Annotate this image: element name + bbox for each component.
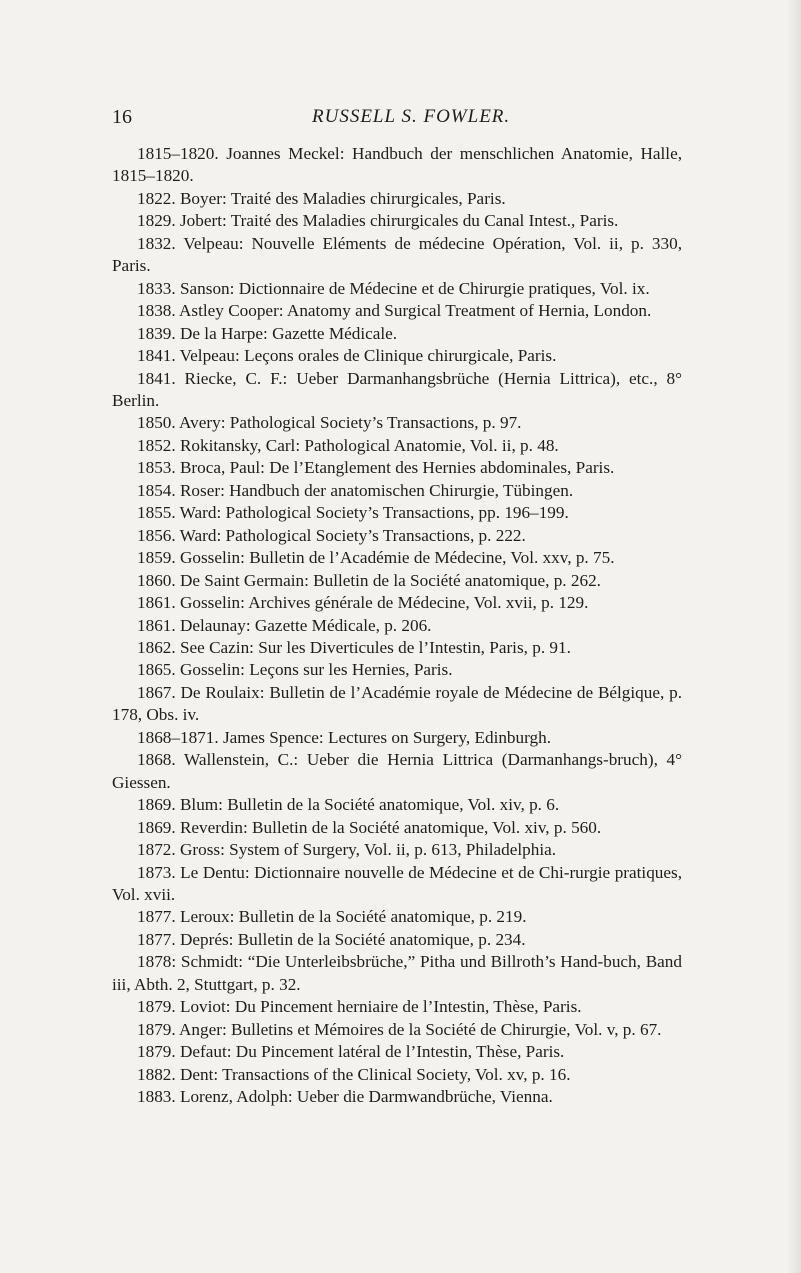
bibliography-entry: 1882. Dent: Transactions of the Clinical Society, Vol. xv, p. 16. [137, 1064, 571, 1084]
running-head [112, 106, 682, 130]
bibliography-entry: 1841. Velpeau: Leçons orales de Clinique chirurgicale, Paris. [137, 346, 557, 366]
bibliography-entry: 1859. Gosselin: Bulletin de l’Académie de Médecine, Vol. xxv, p. 75. [137, 548, 615, 568]
bibliography-entry: 1833. Sanson: Dictionnaire de Médecine et de Chirurgie pratiques, Vol. ix. [137, 278, 650, 298]
running-title: RUSSELL S. FOWLER. [312, 106, 511, 127]
bibliography-entry: 1873. Le Dentu: Dictionnaire nouvelle de Médecine et de Chi-rurgie pratiques, Vol. xvii. [112, 862, 682, 904]
bibliography-entry: 1815–1820. Joannes Meckel: Handbuch der menschlichen Anatomie, Halle, 1815–1820. [112, 144, 682, 186]
bibliography-entry: 1862. See Cazin: Sur les Diverticules de l’Intestin, Paris, p. 91. [137, 637, 571, 657]
bibliography-entry: 1861. Gosselin: Archives générale de Médecine, Vol. xvii, p. 129. [137, 593, 589, 613]
bibliography-entry: 1852. Rokitansky, Carl: Pathological Anatomie, Vol. ii, p. 48. [137, 435, 559, 455]
bibliography-entry: 1839. De la Harpe: Gazette Médicale. [137, 323, 398, 343]
page-edge-shadow [787, 0, 801, 1273]
bibliography-entry: 1879. Anger: Bulletins et Mémoires de la Société de Chirurgie, Vol. v, p. 67. [137, 1019, 662, 1039]
bibliography-entry: 1879. Loviot: Du Pincement herniaire de l’Intestin, Thèse, Paris. [137, 997, 582, 1017]
bibliography-entry: 1877. Deprés: Bulletin de la Société anatomique, p. 234. [137, 929, 526, 949]
bibliography-entry: 1868–1871. James Spence: Lectures on Surgery, Edinburgh. [137, 727, 552, 747]
bibliography-entry: 1868. Wallenstein, C.: Ueber die Hernia Littrica (Darmanhangs-bruch), 4° Giessen. [112, 750, 682, 792]
bibliography-entry: 1822. Boyer: Traité des Maladies chirurgicales, Paris. [137, 188, 506, 208]
bibliography-entry: 1861. Delaunay: Gazette Médicale, p. 206. [137, 615, 432, 635]
bibliography-entry: 1854. Roser: Handbuch der anatomischen Chirurgie, Tübingen. [137, 480, 574, 500]
bibliography-entry: 1860. De Saint Germain: Bulletin de la Société anatomique, p. 262. [137, 570, 601, 590]
bibliography-entry: 1879. Defaut: Du Pincement latéral de l’Intestin, Thèse, Paris. [137, 1042, 565, 1062]
bibliography-entry: 1832. Velpeau: Nouvelle Eléments de médecine Opération, Vol. ii, p. 330, Paris. [112, 233, 682, 276]
bibliography-entry: 1872. Gross: System of Surgery, Vol. ii, p. 613, Philadelphia. [137, 840, 557, 860]
bibliography-entry: 1869. Blum: Bulletin de la Société anatomique, Vol. xiv, p. 6. [137, 795, 560, 815]
bibliography-entry: 1867. De Roulaix: Bulletin de l’Académie royale de Médecine de Bélgique, p. 178, Obs. iv. [112, 682, 682, 725]
bibliography-entry: 1853. Broca, Paul: De l’Etanglement des Hernies abdominales, Paris. [137, 458, 615, 478]
bibliography-entry: 1865. Gosselin: Leçons sur les Hernies, Paris. [137, 660, 453, 680]
bibliography-entry: 1841. Riecke, C. F.: Ueber Darmanhangsbrüche (Hernia Littrica), etc., 8° Berlin. [112, 368, 682, 410]
bibliography-entry: 1856. Ward: Pathological Society’s Transactions, p. 222. [137, 525, 526, 545]
bibliography-entry: 1869. Reverdin: Bulletin de la Société anatomique, Vol. xiv, p. 560. [137, 817, 602, 837]
bibliography-entry: 1829. Jobert: Traité des Maladies chirurgicales du Canal Intest., Paris. [137, 211, 619, 231]
bibliography-entry: 1850. Avery: Pathological Society’s Transactions, p. 97. [137, 413, 522, 433]
bibliography-entry: 1855. Ward: Pathological Society’s Transactions, pp. 196–199. [137, 503, 569, 523]
bibliography-entry: 1877. Leroux: Bulletin de la Société anatomique, p. 219. [137, 907, 527, 927]
page-number: 16 [112, 106, 132, 128]
bibliography-list [112, 143, 682, 1108]
bibliography-entry: 1838. Astley Cooper: Anatomy and Surgical Treatment of Hernia, London. [137, 301, 652, 321]
bibliography-entry: 1883. Lorenz, Adolph: Ueber die Darmwandbrüche, Vienna. [137, 1087, 553, 1107]
bibliography-entry: 1878: Schmidt: “Die Unterleibsbrüche,” Pitha und Billroth’s Hand-buch, Band iii, Abth. 2, Stuttgart, p. 32. [112, 952, 682, 994]
